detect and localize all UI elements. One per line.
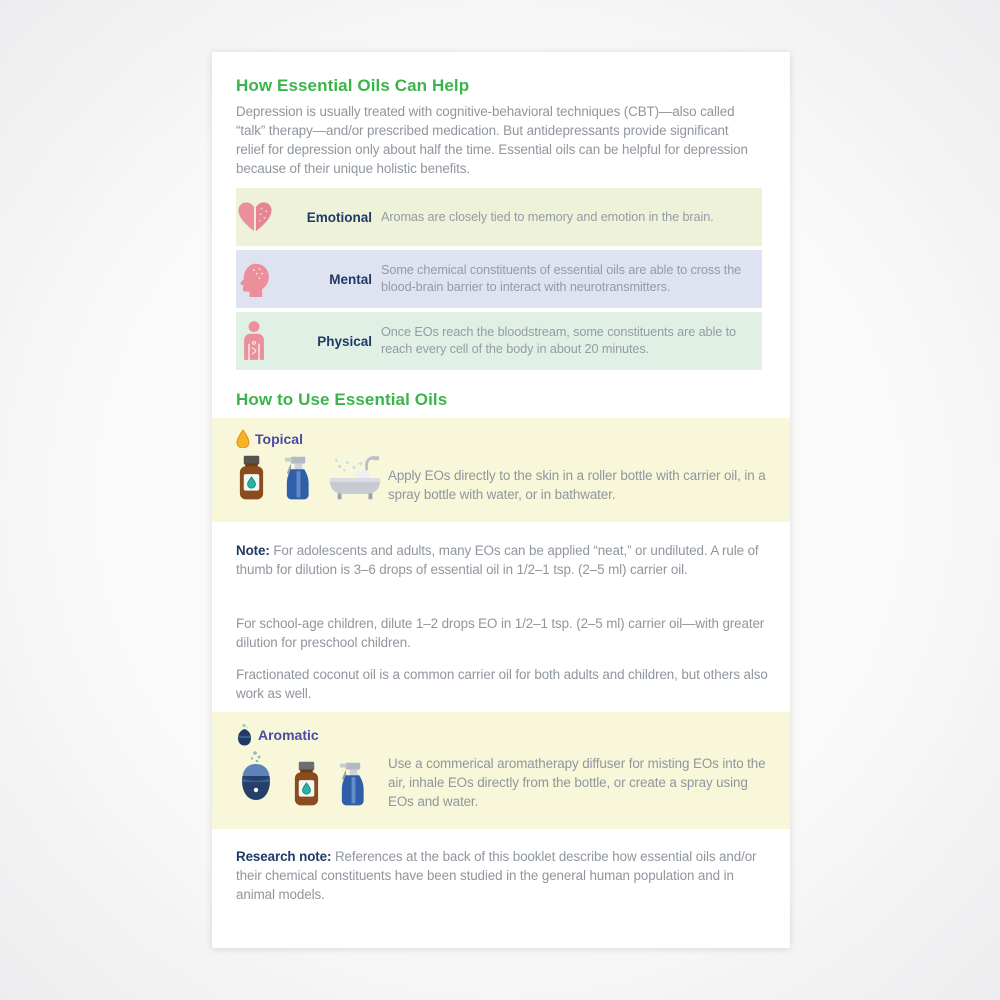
note-text: For adolescents and adults, many EOs can be applied “neat,” or undiluted. A rule of thumb for dilution is 3–6 drops of essential oil in 1/2–1 tsp. (2–5 ml) carrier oil.: [236, 543, 759, 577]
diffuser-icon: [236, 750, 276, 808]
droplet-icon: [236, 429, 250, 448]
head-profile-icon: [236, 259, 300, 299]
booklet-page: [212, 52, 790, 948]
spray-bottle-icon: [282, 454, 313, 502]
benefit-row-mental: [236, 250, 762, 308]
spray-bottle-icon: [337, 760, 368, 808]
section-heading-how-to-use: How to Use Essential Oils: [236, 390, 448, 409]
heart-brain-icon: [236, 200, 300, 234]
diffuser-small-icon: [236, 723, 253, 747]
benefit-label-physical: Physical: [317, 333, 372, 349]
research-note-paragraph: [236, 847, 774, 904]
note-label: Note:: [236, 543, 270, 558]
human-body-icon: [236, 320, 300, 362]
benefit-desc-emotional: Aromas are closely tied to memory and emotion in the brain.: [381, 209, 714, 224]
topical-badge: [236, 429, 303, 448]
oil-bottle-icon: [291, 760, 322, 808]
benefit-row-physical: [236, 312, 762, 370]
method-band-topical: [212, 418, 790, 522]
benefit-row-emotional: [236, 188, 762, 246]
method-band-aromatic: [212, 712, 790, 829]
aromatic-badge: [236, 723, 319, 747]
research-note-label: Research note:: [236, 849, 332, 864]
benefit-desc-physical: Once EOs reach the bloodstream, some constituents are able to reach every cell of the body in about 20 minutes.: [381, 325, 736, 356]
note-paragraph: [236, 541, 774, 579]
section-heading-how-eos-help: How Essential Oils Can Help: [236, 76, 470, 95]
aromatic-label: Aromatic: [258, 727, 319, 743]
topical-icons: [236, 454, 382, 502]
benefit-desc-mental: Some chemical constituents of essential oils are able to cross the blood-brain barrier to interact with neurotransmitters.: [381, 263, 742, 294]
aromatic-icons: [236, 750, 368, 808]
benefit-label-emotional: Emotional: [306, 209, 372, 225]
school-age-paragraph: For school-age children, dilute 1–2 drops EO in 1/2–1 tsp. (2–5 ml) carrier oil—with greater dilution for preschool children.: [236, 616, 765, 650]
topical-description: Apply EOs directly to the skin in a roller bottle with carrier oil, in a spray bottle with water, or in bathwater.: [388, 468, 766, 502]
bathtub-icon: [328, 454, 382, 502]
intro-paragraph: Depression is usually treated with cognitive-behavioral techniques (CBT)—also called “talk” therapy—and/or prescribed medication. But antidepressants provide significant relief for depression only about half the time. Essential oils can be helpful for depression because of their unique holistic benefits.: [236, 104, 748, 176]
benefit-label-mental: Mental: [329, 271, 372, 287]
topical-label: Topical: [255, 430, 303, 447]
research-note-text: References at the back of this booklet describe how essential oils and/or their chemical constituents have been studied in the general human population and in animal models.: [236, 849, 757, 902]
oil-bottle-icon: [236, 454, 267, 502]
coconut-oil-paragraph: Fractionated coconut oil is a common carrier oil for both adults and children, but others also work as well.: [236, 667, 768, 701]
aromatic-description: Use a commerical aromatherapy diffuser for misting EOs into the air, inhale EOs directly from the bottle, or create a spray using EOs and water.: [388, 756, 766, 809]
